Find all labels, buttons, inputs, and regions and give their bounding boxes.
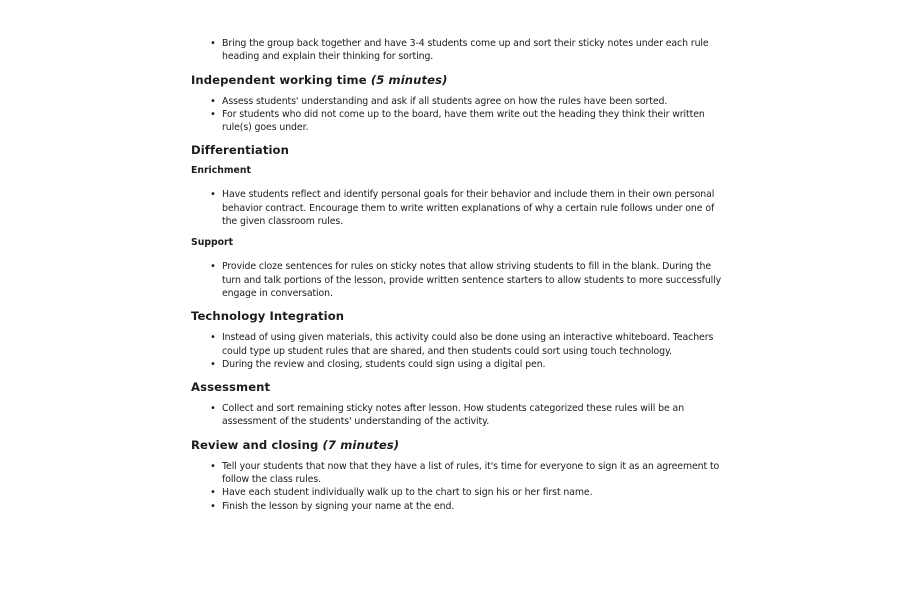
section-heading-review: Review and closing (7 minutes): [191, 437, 400, 452]
list-item: • Instead of using given materials, this activity could also be done using an interactive whiteboard. Teachers could type up student rules that are shared, and then students could sort using touch technology.: [222, 331, 731, 358]
list-item: • Bring the group back together and have 3-4 students come up and sort their sticky notes under each rule heading and explain their thinking for sorting.: [222, 37, 731, 64]
list-item: • Have each student individually walk up to the chart to sign his or her first name.: [222, 486, 731, 499]
independent-list: [191, 95, 731, 135]
section-heading-assessment: Assessment: [191, 380, 271, 395]
technology-list: [191, 331, 731, 371]
list-item: • For students who did not come up to the board, have them write out the heading they think their written rule(s) goes under.: [222, 108, 731, 135]
enrichment-list: [191, 188, 731, 228]
subheading-support: Support: [191, 237, 234, 249]
assessment-list: [191, 402, 731, 429]
lesson-content: [191, 37, 731, 513]
section-heading-technology: Technology Integration: [191, 309, 345, 324]
list-item: • Finish the lesson by signing your name at the end.: [222, 500, 731, 513]
intro-list: [191, 37, 731, 64]
list-item: • Provide cloze sentences for rules on sticky notes that allow striving students to fill in the blank. During the turn and talk portions of the lesson, provide written sentence starters to allow students to more successfully engage in conversation.: [222, 260, 731, 300]
duration-label: (7 minutes): [322, 437, 400, 452]
section-heading-independent: Independent working time (5 minutes): [191, 72, 448, 87]
list-item: • Tell your students that now that they have a list of rules, it's time for everyone to sign it as an agreement to follow the class rules.: [222, 460, 731, 487]
review-list: [191, 460, 731, 513]
list-item: • Assess students' understanding and ask if all students agree on how the rules have been sorted.: [222, 95, 731, 108]
section-heading-differentiation: Differentiation: [191, 143, 289, 158]
duration-label: (5 minutes): [370, 72, 448, 87]
list-item: • During the review and closing, students could sign using a digital pen.: [222, 358, 731, 371]
subheading-enrichment: Enrichment: [191, 165, 251, 177]
list-item: • Collect and sort remaining sticky notes after lesson. How students categorized these rules will be an assessment of the students' understanding of the activity.: [222, 402, 731, 429]
support-list: [191, 260, 731, 300]
list-item: • Have students reflect and identify personal goals for their behavior and include them in their own personal behavior contract. Encourage them to write written explanations of why a certain rule follows under one of the given classroom rules.: [222, 188, 731, 228]
